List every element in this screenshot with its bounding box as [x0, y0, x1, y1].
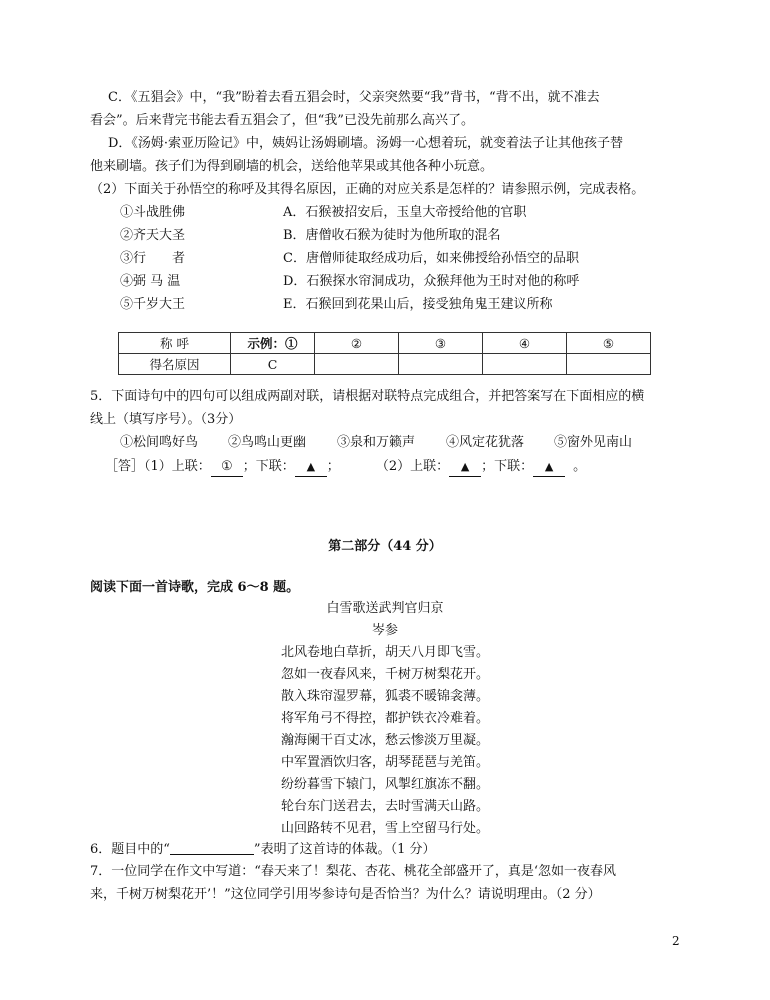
- reason-item: A．石猴被招安后，玉皇大帝授给他的官职: [283, 205, 527, 220]
- question-2-prompt: （2）下面关于孙悟空的称呼及其得名原因，正确的对应关系是怎样的？请参照示例，完成表格。: [90, 182, 645, 197]
- reason-item: C．唐僧师徒取经成功后，如来佛授给孙悟空的品职: [283, 251, 579, 266]
- reason-item: D．石猴探水帘洞成功，众猴拜他为王时对他的称呼: [283, 274, 580, 289]
- option-d-line1: D．《汤姆·索亚历险记》中，姨妈让汤姆刷墙。汤姆一心想着玩，就变着法子让其他孩子替: [108, 136, 624, 151]
- question-6-blank[interactable]: [170, 840, 254, 855]
- poem-line: 轮台东门送君去，去时雪满天山路。: [280, 799, 489, 814]
- question-7-line1: 7．一位同学在作文中写道：“春天来了！梨花、杏花、桃花全部盛开了，真是‘忽如一夜春风: [90, 864, 617, 879]
- table-header-cell: ④: [483, 333, 567, 354]
- answer-table: [118, 332, 651, 375]
- table-answer-cell[interactable]: [483, 354, 567, 375]
- table-row: [119, 354, 651, 375]
- answer-blank-2[interactable]: ▲: [295, 458, 327, 477]
- reason-item: E．石猴回到花果山后，接受独角鬼王建议所称: [283, 297, 553, 312]
- name-item: ③行 者: [120, 251, 186, 266]
- table-answer-cell[interactable]: [567, 354, 651, 375]
- poem-line: 山回路转不见君，雪上空留马行处。: [280, 821, 489, 836]
- section-heading: 第二部分（44 分）: [328, 539, 442, 554]
- poem-line: 将军角弓不得控，都护铁衣冷难着。: [280, 711, 489, 726]
- answer-end: ；: [326, 459, 340, 474]
- name-item: ④弼 马 温: [120, 274, 181, 289]
- table-label-cell: 得名原因: [119, 354, 231, 375]
- verse-item: ④风定花犹落: [446, 435, 525, 450]
- table-answer-cell[interactable]: [315, 354, 399, 375]
- poem-line: 中军置酒饮归客，胡琴琵琶与羌笛。: [280, 755, 489, 770]
- table-example-answer: C: [231, 354, 315, 375]
- question-7-line2: 来，千树万树梨花开’！”这位同学引用岑参诗句是否恰当？为什么？请说明理由。（2 分）: [90, 887, 601, 902]
- table-row: [119, 333, 651, 354]
- table-example-cell: 示例：①: [231, 333, 315, 354]
- option-c-line1: C．《五猖会》中，“我”盼着去看五猖会时，父亲突然要“我”背书，“背不出，就不准去: [108, 90, 600, 105]
- answer-end: 。: [573, 459, 587, 474]
- poem-line: 散入珠帘湿罗幕，狐裘不暖锦衾薄。: [280, 689, 489, 704]
- verse-item: ②鸟鸣山更幽: [228, 435, 307, 450]
- page-number: 2: [672, 934, 680, 948]
- question-6-prefix: 6．题目中的“: [90, 842, 170, 857]
- question-5-line1: 5．下面诗句中的四句可以组成两副对联，请根据对联特点完成组合，并把答案写在下面相应的横: [90, 389, 645, 404]
- question-6-suffix: ”表明了这首诗的体裁。（1 分）: [253, 842, 436, 857]
- name-item: ⑤千岁大王: [120, 297, 186, 312]
- option-d-line2: 他来刷墙。孩子们为得到刷墙的机会，送给他苹果或其他各种小玩意。: [90, 159, 494, 174]
- reading-instruction: 阅读下面一首诗歌，完成 6～8 题。: [90, 580, 300, 595]
- reason-item: B．唐僧收石猴为徒时为他所取的混名: [283, 228, 501, 243]
- table-header-cell: ③: [399, 333, 483, 354]
- answer-blank-1[interactable]: ①: [211, 458, 243, 477]
- table-header-cell: ⑤: [567, 333, 651, 354]
- poem-line: 忽如一夜春风来，千树万树梨花开。: [280, 667, 489, 682]
- verse-item: ①松间鸣好鸟: [120, 435, 199, 450]
- verse-item: ⑤窗外见南山: [554, 435, 633, 450]
- poem-line: 纷纷暮雪下辕门，风掣红旗冻不翻。: [280, 777, 489, 792]
- answer-sep: ；下联：: [242, 459, 295, 474]
- option-c-line2: 看会”。后来背完书能去看五猖会了，但“我”已没先前那么高兴了。: [90, 113, 474, 128]
- answer-blank-4[interactable]: ▲: [533, 458, 565, 477]
- table-answer-cell[interactable]: [399, 354, 483, 375]
- answer-sep: ；下联：: [481, 459, 534, 474]
- table-header-cell: ②: [315, 333, 399, 354]
- answer-line: [105, 458, 586, 477]
- poem-author: 岑参: [371, 623, 398, 638]
- name-item: ①斗战胜佛: [120, 205, 186, 220]
- name-item: ②齐天大圣: [120, 228, 186, 243]
- question-5-line2: 线上（填写序号）。（3分）: [90, 412, 242, 427]
- poem-line: 北风卷地白草折，胡天八月即飞雪。: [280, 645, 489, 660]
- table-header-cell: 称 呼: [119, 333, 231, 354]
- question-6: [90, 840, 435, 859]
- verse-item: ③泉和万籁声: [337, 435, 416, 450]
- poem-title: 白雪歌送武判官归京: [326, 601, 444, 616]
- answer-prefix: ［答］（1）上联：: [105, 459, 211, 474]
- answer-prefix-2: （2）上联：: [375, 459, 450, 474]
- answer-blank-3[interactable]: ▲: [449, 458, 481, 477]
- poem-line: 瀚海阑干百丈冰，愁云惨淡万里凝。: [280, 733, 489, 748]
